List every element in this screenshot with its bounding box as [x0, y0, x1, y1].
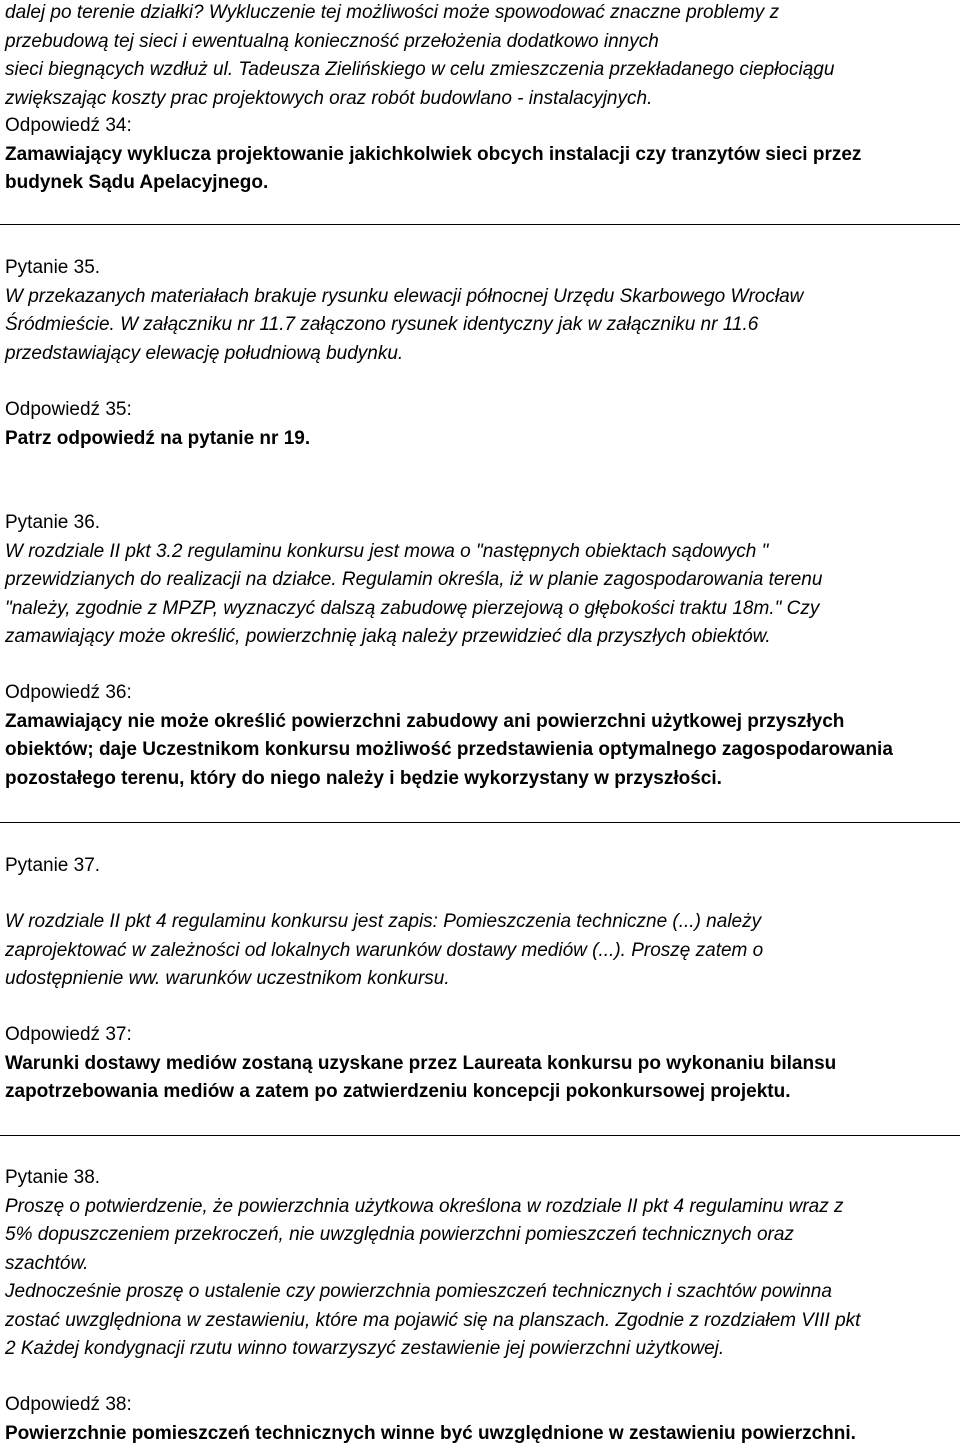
- question-line: przedstawiający elewację południową budynku.: [5, 342, 404, 364]
- answer-36: [5, 679, 893, 793]
- question-line: udostępnienie ww. warunków uczestnikom konkursu.: [5, 968, 450, 989]
- intro-line: sieci biegnących wzdłuż ul. Tadeusza Zielińskiego w celu zmieszczenia przekładanego ciepłociągu: [5, 59, 835, 80]
- answer-label: Odpowiedź 34:: [5, 115, 132, 136]
- question-line: 2 Każdej kondygnacji rzutu winno towarzyszyć zestawienie jej powierzchni użytkowej.: [5, 1338, 725, 1359]
- question-label: Pytanie 38.: [5, 1167, 101, 1188]
- intro-paragraph: [5, 0, 834, 113]
- question-line: Śródmieście. W załączniku nr 11.7 załączono rysunek identyczny jak w załączniku nr 11.6: [5, 314, 759, 335]
- answer-35: [5, 396, 310, 453]
- answer-38: [5, 1391, 856, 1448]
- question-label: Pytanie 36.: [5, 512, 101, 533]
- question-line: W przekazanych materiałach brakuje rysunku elewacji północnej Urzędu Skarbowego Wrocław: [5, 285, 804, 307]
- section-divider: [0, 1135, 960, 1136]
- answer-line: budynek Sądu Apelacyjnego.: [5, 172, 269, 193]
- intro-line: przebudową tej sieci i ewentualną konieczność przełożenia dodatkowo innych: [5, 30, 659, 52]
- answer-37: [5, 1021, 836, 1107]
- question-line: 5% dopuszczeniem przekroczeń, nie uwzględnia powierzchni pomieszczeń technicznych oraz: [5, 1224, 794, 1245]
- question-line: zamawiający może określić, powierzchnię jaką należy przewidzieć dla przyszłych obiektów.: [5, 626, 771, 647]
- question-line: zaprojektować w zależności od lokalnych warunków dostawy mediów (...). Proszę zatem o: [5, 939, 764, 961]
- question-line: zostać uwzględniona w zestawieniu, które ma pojawić się na planszach. Zgodnie z rozdziałem VIII pkt: [5, 1309, 861, 1331]
- question-line: "należy, zgodnie z MPZP, wyznaczyć dalszą zabudowę pierzejową o głębokości traktu 18m." Czy: [5, 597, 820, 619]
- answer-label: Odpowiedź 35:: [5, 399, 132, 420]
- answer-line: Powierzchnie pomieszczeń technicznych winne być uwzględnione w zestawieniu powierzchni.: [5, 1422, 856, 1444]
- question-line: Proszę o potwierdzenie, że powierzchnia użytkowa określona w rozdziale II pkt 4 regulaminu wraz z: [5, 1195, 844, 1217]
- section-divider: [0, 822, 960, 823]
- answer-line: Zamawiający nie może określić powierzchni zabudowy ani powierzchni użytkowej przyszłych: [5, 710, 845, 732]
- question-35: [5, 254, 803, 368]
- answer-line: obiektów; daje Uczestnikom konkursu możliwość przedstawienia optymalnego zagospodarowania: [5, 739, 893, 760]
- answer-line: Warunki dostawy mediów zostaną uzyskane przez Laureata konkursu po wykonaniu bilansu: [5, 1052, 837, 1074]
- question-line: szachtów.: [5, 1252, 89, 1274]
- answer-label: Odpowiedź 37:: [5, 1024, 132, 1045]
- intro-line: zwiększając koszty prac projektowych oraz robót budowlano - instalacyjnych.: [5, 87, 653, 109]
- question-line: W rozdziale II pkt 3.2 regulaminu konkursu jest mowa o "następnych obiektach sądowych ": [5, 540, 769, 562]
- answer-34: [5, 112, 861, 198]
- answer-line: Zamawiający wyklucza projektowanie jakichkolwiek obcych instalacji czy tranzytów sieci przez: [5, 143, 862, 165]
- answer-line: pozostałego terenu, który do niego należy i będzie wykorzystany w przyszłości.: [5, 767, 722, 789]
- section-divider: [0, 224, 960, 225]
- question-line: przewidzianych do realizacji na działce. Regulamin określa, iż w planie zagospodarowania terenu: [5, 569, 823, 590]
- question-38: [5, 1164, 860, 1364]
- answer-line: Patrz odpowiedź na pytanie nr 19.: [5, 427, 311, 449]
- question-37: [5, 852, 100, 881]
- question-label: Pytanie 37.: [5, 855, 101, 876]
- answer-label: Odpowiedź 36:: [5, 682, 132, 703]
- answer-label: Odpowiedź 38:: [5, 1394, 132, 1415]
- question-36: [5, 509, 822, 652]
- question-label: Pytanie 35.: [5, 257, 101, 278]
- intro-line: dalej po terenie działki? Wykluczenie tej możliwości może spowodować znaczne problemy z: [5, 2, 780, 23]
- question-line: Jednocześnie proszę o ustalenie czy powierzchnia pomieszczeń technicznych i szachtów powinna: [5, 1281, 832, 1302]
- question-line: W rozdziale II pkt 4 regulaminu konkursu jest zapis: Pomieszczenia techniczne (...) należy: [5, 911, 762, 932]
- question-37-body: [5, 908, 763, 994]
- answer-line: zapotrzebowania mediów a zatem po zatwierdzeniu koncepcji pokonkursowej projektu.: [5, 1081, 791, 1102]
